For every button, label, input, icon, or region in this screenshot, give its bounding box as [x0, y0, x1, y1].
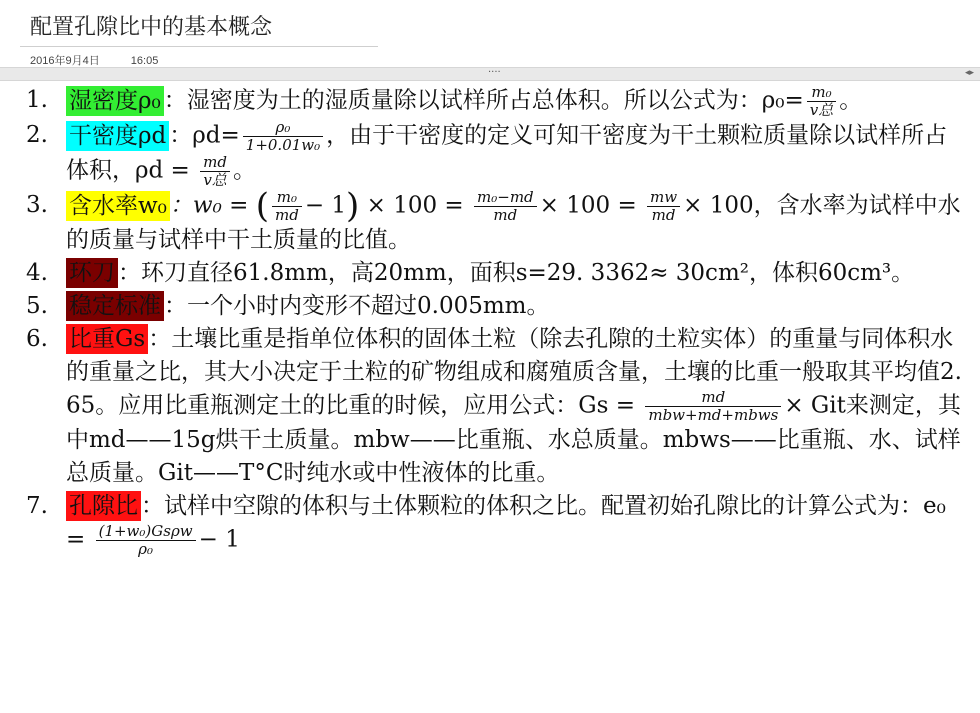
item-mul: × 100 =	[366, 192, 472, 219]
term-water-content: 含水率w₀	[66, 191, 170, 221]
page-title: 配置孔隙比中的基本概念	[30, 15, 273, 40]
item-mid: − 1	[304, 192, 347, 219]
item-number: 7.	[26, 493, 48, 519]
term-specific-gravity: 比重Gs	[66, 324, 148, 354]
item-number: 1.	[26, 87, 48, 113]
page-meta	[30, 52, 186, 68]
list-item: 3. 含水率w₀ ：w₀ = ( $\frac{\text{m₀}}{md}$ − 1) × 100 = $\frac{\text{m₀−md}}{md}$ × 100 = $\frac{mw}{md}$ × 100，含水率为试样中水的质量与试样中干土质量的比值。	[26, 186, 961, 253]
term-cutting-ring: 环刀	[66, 258, 118, 288]
page-time: 16:05	[130, 55, 159, 67]
item-tail: 。	[232, 157, 256, 184]
formula-fraction: $\frac{\text{m₀−md}}{md}$	[474, 189, 537, 224]
formula-fraction: $\frac{\text{m₀}}{md}$	[272, 189, 302, 224]
item-pre: ：ρd=	[169, 122, 240, 149]
item-text: ：一个小时内变形不超过0.005mm。	[164, 293, 550, 319]
term-wet-density: 湿密度ρ₀	[66, 86, 164, 116]
formula-fraction: $\frac{\text{m₀}}{\text{v总}}$	[807, 84, 836, 119]
formula-fraction: $\frac{\text{(1+w₀)Gsρw}}{\text{ρ₀}}$	[96, 523, 196, 558]
expand-arrows-icon[interactable]: ◂▸	[964, 68, 974, 78]
item-text: ：湿密度为土的湿质量除以试样所占总体积。所以公式为：ρ₀=	[163, 87, 804, 114]
item-text: ，由于干密度的定义可知干密度为干土颗粒质量除以试样所占体积，ρd =	[66, 122, 948, 184]
page-date: 2016年9月4日	[30, 55, 100, 67]
item-tail: − 1	[198, 526, 240, 553]
item-text: ：试样中空隙的体积与土体颗粒的体积之比。配置初始孔隙比的计算公式为：e₀ =	[66, 493, 946, 553]
formula-fraction: $\frac{\text{ρ₀}}{\text{1+0.01w₀}}$	[243, 119, 323, 154]
item-tail: × Git来测定，其中md——15g烘干土质量。mbw——比重瓶、水总质量。mbws——比重瓶、水、试样总质量。Git——T°C时纯水或中性液体的比重。	[66, 392, 961, 486]
list-item	[0, 84, 970, 119]
container-handle-bar[interactable]	[0, 67, 980, 81]
item-number: 2.	[26, 122, 48, 148]
formula-fraction: $\frac{md}{\text{v总}}$	[200, 154, 230, 189]
item-number: 6.	[26, 326, 48, 352]
list-item	[0, 323, 970, 490]
item-mul: × 100 =	[539, 192, 645, 219]
term-void-ratio: 孔隙比	[66, 491, 141, 521]
item-number: 4.	[26, 260, 48, 286]
item-text: × 100，含水率为试样中水的质量与试样中干土质量的比值。	[66, 192, 961, 253]
item-text: ：土壤比重是指单位体积的固体土粒（除去孔隙的土粒实体）的重量与同体积水的重量之比，其大小决定于土粒的矿物组成和腐殖质含量，土壤的比重一般取其平均值2. 65。应用比重瓶测定土的比重的时候，应用公式：Gs =	[66, 326, 962, 419]
drag-grip-icon[interactable]: ····	[488, 67, 501, 78]
list-item	[0, 490, 970, 558]
item-text: ：环刀直径61.8mm，高20mm，面积s=29. 3362≈ 30cm²，体积60cm³。	[118, 260, 915, 286]
term-stability-standard: 稳定标准	[66, 291, 164, 321]
title-divider	[20, 46, 378, 47]
item-number: 3.	[26, 192, 48, 218]
concept-list	[0, 84, 980, 558]
item-number: 5.	[26, 293, 48, 319]
item-pre: ：w₀ =	[169, 192, 256, 219]
list-item	[0, 119, 970, 189]
formula-fraction: $\frac{mw}{md}$	[647, 189, 680, 224]
list-item	[0, 257, 970, 290]
formula-fraction: $\frac{md}{\text{mbw+md+mbws}}$	[645, 389, 781, 424]
item-tail: 。	[839, 87, 863, 114]
note-content[interactable]	[0, 84, 980, 713]
list-item	[0, 290, 970, 323]
term-dry-density: 干密度ρd	[66, 121, 169, 151]
